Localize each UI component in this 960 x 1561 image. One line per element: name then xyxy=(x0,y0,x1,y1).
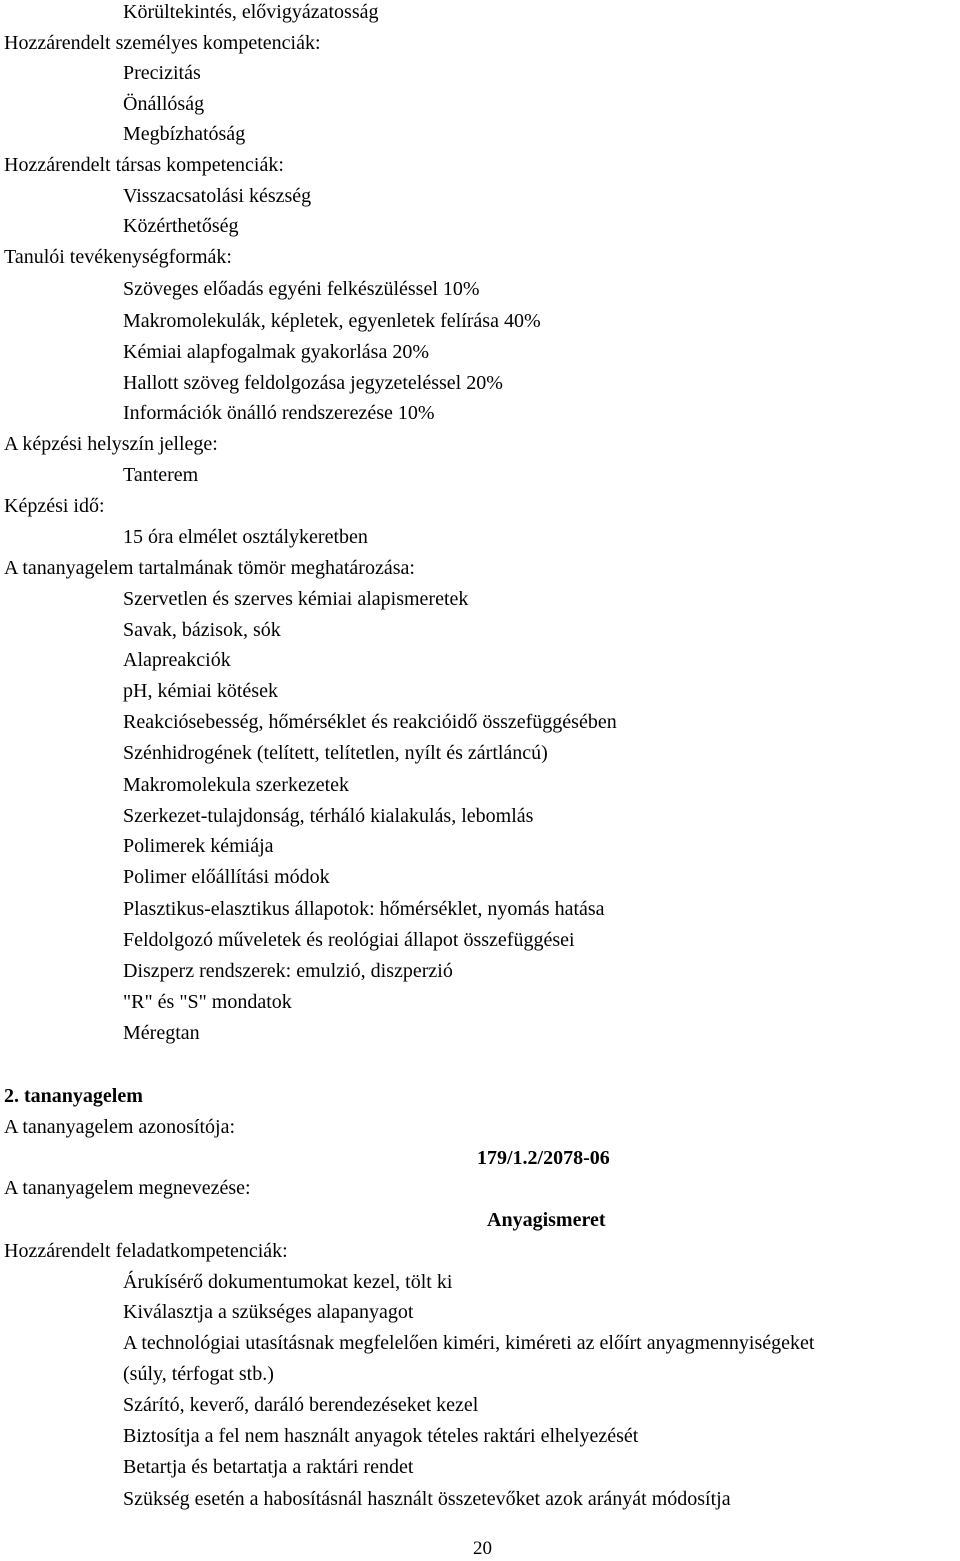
list-item: A technológiai utasításnak megfelelően kiméri, kiméreti az előírt anyagmennyiségeket xyxy=(123,1332,815,1354)
list-item: Körültekintés, elővigyázatosság xyxy=(123,1,379,23)
social-competencies-label: Hozzárendelt társas kompetenciák: xyxy=(4,154,284,176)
list-item: "R" és "S" mondatok xyxy=(123,991,292,1013)
list-item: Kiválasztja a szükséges alapanyagot xyxy=(123,1301,414,1323)
list-item: Polimer előállítási módok xyxy=(123,866,330,888)
list-item: Makromolekulák, képletek, egyenletek felírása 40% xyxy=(123,310,541,332)
list-item: Visszacsatolási készség xyxy=(123,185,312,207)
list-item: Savak, bázisok, sók xyxy=(123,619,281,641)
training-location-label: A képzési helyszín jellege: xyxy=(4,433,218,455)
list-item: Közérthetőség xyxy=(123,215,239,237)
list-item: Szárító, keverő, daráló berendezéseket kezel xyxy=(123,1394,479,1416)
list-item: Szöveges előadás egyéni felkészüléssel 10% xyxy=(123,278,480,300)
page-number: 20 xyxy=(473,1538,492,1559)
list-item: Megbízhatóság xyxy=(123,123,246,145)
list-item: Kémiai alapfogalmak gyakorlása 20% xyxy=(123,341,429,363)
list-item: Szükség esetén a habosításnál használt összetevőket azok arányát módosítja xyxy=(123,1488,731,1510)
list-item: Precizitás xyxy=(123,62,201,84)
list-item: Hallott szöveg feldolgozása jegyzeteléssel 20% xyxy=(123,372,503,394)
task-competencies-label: Hozzárendelt feladatkompetenciák: xyxy=(4,1240,288,1262)
list-item: Méregtan xyxy=(123,1022,200,1044)
material-id-label: A tananyagelem azonosítója: xyxy=(4,1116,236,1138)
list-item: (súly, térfogat stb.) xyxy=(123,1363,274,1385)
section-heading: 2. tananyagelem xyxy=(4,1085,143,1107)
training-time-label: Képzési idő: xyxy=(4,495,105,517)
material-name-label: A tananyagelem megnevezése: xyxy=(4,1177,251,1199)
list-item: Szerkezet-tulajdonság, térháló kialakulás, lebomlás xyxy=(123,805,534,827)
list-item: Feldolgozó műveletek és reológiai állapot összefüggései xyxy=(123,929,575,951)
list-item: Betartja és betartatja a raktári rendet xyxy=(123,1456,414,1478)
list-item: Alapreakciók xyxy=(123,649,231,671)
list-item: Diszperz rendszerek: emulzió, diszperzió xyxy=(123,960,453,982)
list-item: pH, kémiai kötések xyxy=(123,680,278,702)
activity-forms-label: Tanulói tevékenységformák: xyxy=(4,246,232,268)
training-location-value: Tanterem xyxy=(123,464,199,486)
list-item: Szénhidrogének (telített, telítetlen, nyílt és zártláncú) xyxy=(123,742,548,764)
list-item: Biztosítja a fel nem használt anyagok tételes raktári elhelyezését xyxy=(123,1425,639,1447)
list-item: Plasztikus-elasztikus állapotok: hőmérséklet, nyomás hatása xyxy=(123,898,605,920)
list-item: Reakciósebesség, hőmérséklet és reakcióidő összefüggésében xyxy=(123,711,617,733)
list-item: Önállóság xyxy=(123,93,205,115)
list-item: Információk önálló rendszerezése 10% xyxy=(123,402,435,424)
content-summary-label: A tananyagelem tartalmának tömör meghatározása: xyxy=(4,557,415,579)
training-time-value: 15 óra elmélet osztálykeretben xyxy=(123,526,368,548)
list-item: Szervetlen és szerves kémiai alapismeretek xyxy=(123,588,469,610)
personal-competencies-label: Hozzárendelt személyes kompetenciák: xyxy=(4,32,321,54)
list-item: Polimerek kémiája xyxy=(123,835,274,857)
list-item: Makromolekula szerkezetek xyxy=(123,774,350,796)
list-item: Árukísérő dokumentumokat kezel, tölt ki xyxy=(123,1271,453,1293)
material-id-value: 179/1.2/2078-06 xyxy=(477,1147,610,1169)
material-name-value: Anyagismeret xyxy=(487,1209,606,1231)
